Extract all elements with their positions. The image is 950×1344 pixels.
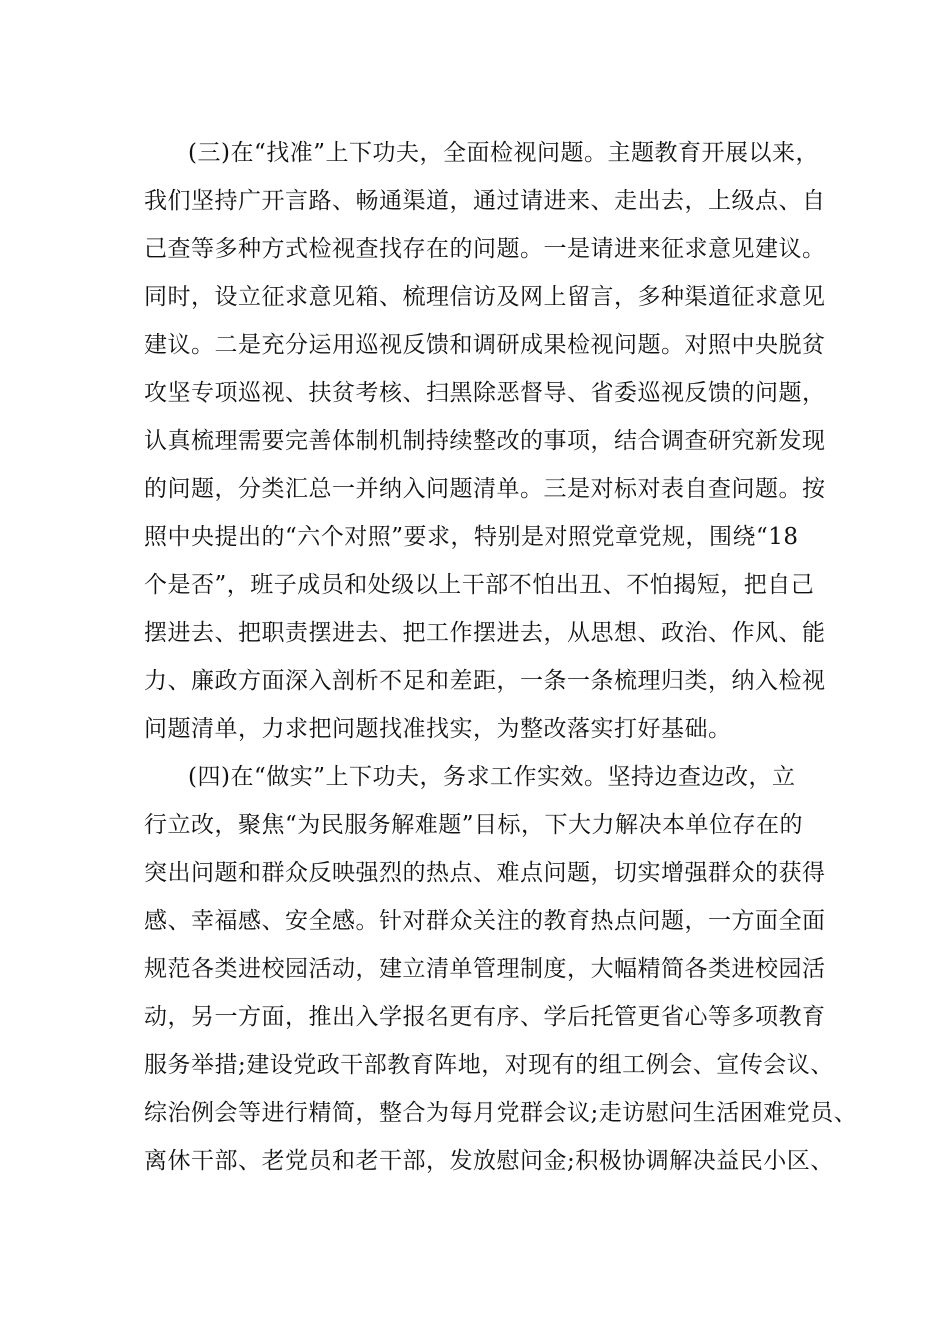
paragraph-line: 感、幸福感、安全感。针对群众关注的教育热点问题，一方面全面 (144, 908, 826, 934)
paragraph-line: 的问题，分类汇总一并纳入问题清单。三是对标对表自查问题。按 (144, 476, 826, 502)
paragraph-line: 离休干部、老党员和老干部，发放慰问金;积极协调解决益民小区、 (144, 1148, 834, 1174)
paragraph-line: 行立改，聚焦“为民服务解难题”目标，下大力解决本单位存在的 (144, 812, 804, 838)
paragraph-line: 建议。二是充分运用巡视反馈和调研成果检视问题。对照中央脱贫 (144, 332, 826, 358)
paragraph-line: 突出问题和群众反映强烈的热点、难点问题，切实增强群众的获得 (144, 860, 826, 886)
paragraph-line: 照中央提出的“六个对照”要求，特别是对照党章党规，围绕“18 (144, 524, 799, 550)
paragraph-line: (四)在“做实”上下功夫，务求工作实效。坚持边查边改，立 (188, 764, 796, 790)
paragraph-line: 个是否”，班子成员和处级以上干部不怕出丑、不怕揭短，把自己 (144, 572, 815, 598)
paragraph-line: 动，另一方面，推出入学报名更有序、学后托管更省心等多项教育 (144, 1004, 826, 1030)
paragraph-line: 己查等多种方式检视查找存在的问题。一是请进来征求意见建议。 (144, 236, 826, 262)
paragraph-line: 综治例会等进行精简，整合为每月党群会议;走访慰问生活困难党员、 (144, 1100, 858, 1126)
paragraph-line: 攻坚专项巡视、扶贫考核、扫黑除恶督导、省委巡视反馈的问题， (144, 380, 826, 406)
paragraph-line: 问题清单，力求把问题找准找实，为整改落实打好基础。 (144, 716, 732, 742)
paragraph-line: 摆进去、把职责摆进去、把工作摆进去，从思想、政治、作风、能 (144, 620, 826, 646)
paragraph-line: (三)在“找准”上下功夫，全面检视问题。主题教育开展以来， (188, 140, 819, 166)
paragraph-line: 服务举措;建设党政干部教育阵地，对现有的组工例会、宣传会议、 (144, 1052, 834, 1078)
paragraph-line: 规范各类进校园活动，建立清单管理制度，大幅精简各类进校园活 (144, 956, 826, 982)
paragraph-line: 同时，设立征求意见箱、梳理信访及网上留言，多种渠道征求意见 (144, 284, 826, 310)
paragraph-line: 认真梳理需要完善体制机制持续整改的事项，结合调查研究新发现 (144, 428, 826, 454)
paragraph-line: 力、廉政方面深入剖析不足和差距，一条一条梳理归类，纳入检视 (144, 668, 826, 694)
paragraph-line: 我们坚持广开言路、畅通渠道，通过请进来、走出去，上级点、自 (144, 188, 826, 214)
